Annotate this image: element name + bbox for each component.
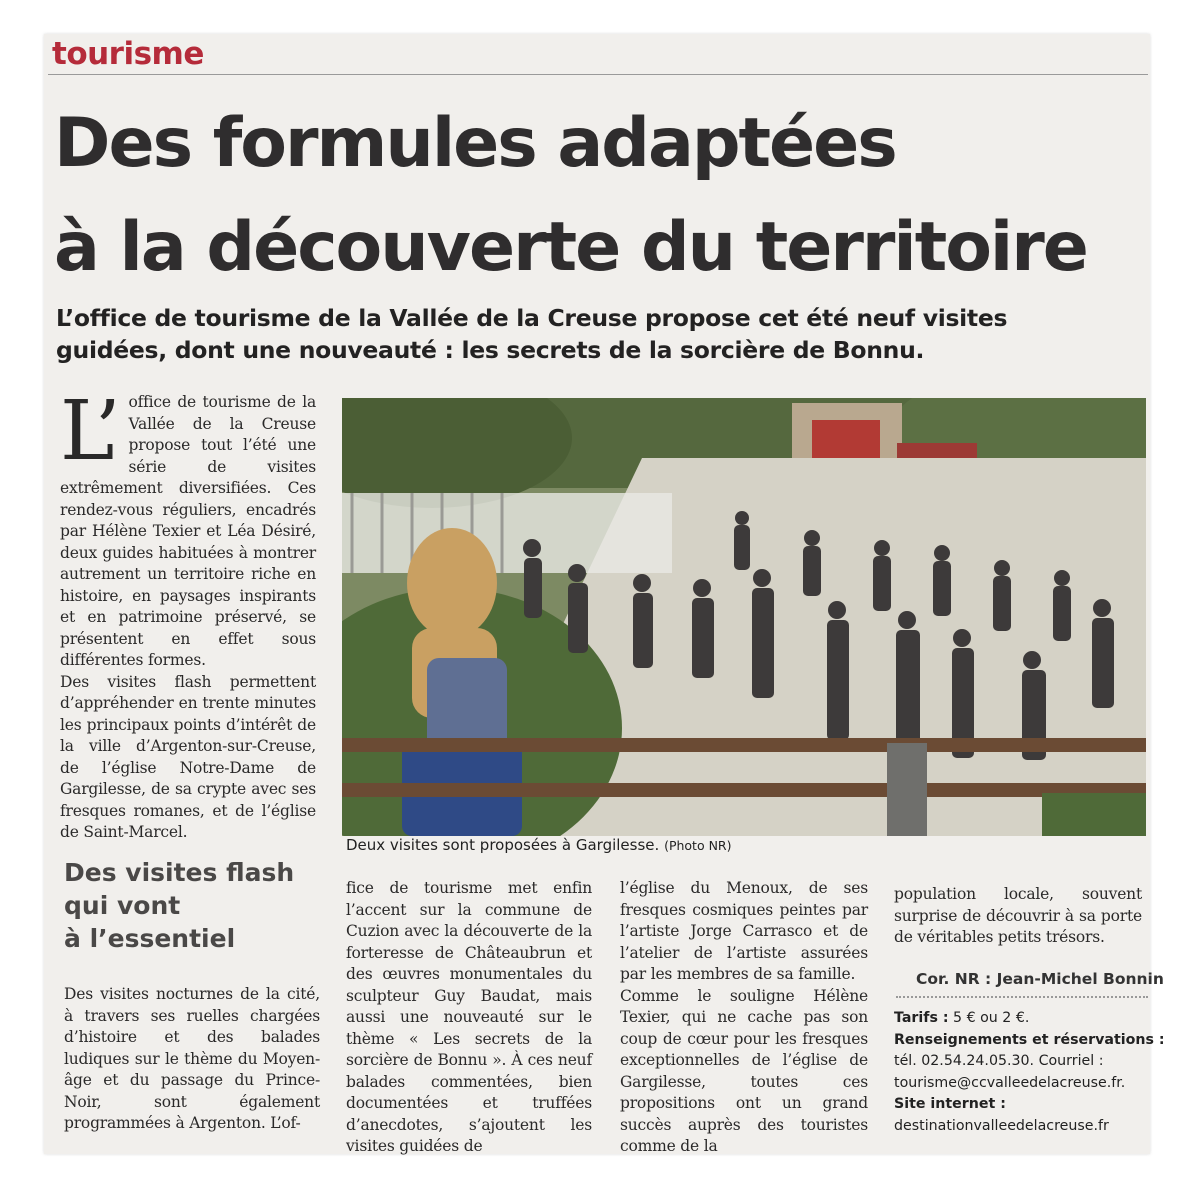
lead-paragraph: L’ office de tourisme de la Vallée de la Creuse propose tout l’été une série de visites extrêmement diversifiées. Ces rendez-vous réguliers, encadrés par Hélène Texier et Léa Désiré, deux guides habituées à montrer autrement un territoire riche en histoire, en paysages inspirants et en patrimoine préservé, se présentent en effet sous différentes formes. — [60, 384, 316, 669]
photo-illustration — [342, 398, 1146, 836]
photo-caption: Deux visites sont proposées à Gargilesse. (Photo NR) — [346, 836, 732, 854]
headline — [54, 92, 1154, 300]
headline-line-1: Des formules adaptées — [54, 104, 896, 183]
headline-line-2: à la découverte du territoire — [54, 208, 1087, 287]
article-column-1 — [60, 384, 316, 844]
paragraph-visites-flash: Des visites flash permettent d’appréhender en trente minutes les principaux points d’intérêt de la ville d’Argenton-sur-Creuse, de l’église Notre-Dame de Gargilesse, de sa crypte avec ses fresques romanes, et de l’église de Saint-Marcel. — [60, 672, 316, 841]
infobox — [894, 1008, 1165, 1137]
article-column-4: population locale, souvent surprise de découvrir à sa porte de véritables petits trésors. — [894, 885, 1142, 946]
article-column-1-bottom — [64, 984, 320, 1135]
drop-cap: L’ — [60, 384, 121, 479]
tarifs-line: Tarifs : 5 € ou 2 €. — [894, 1010, 1030, 1026]
subtitle-line-1: L’office de tourisme de la Vallée de la Creuse propose cet été neuf visites — [56, 304, 1008, 332]
intertitle: Des visites flash qui vont à l’essentiel — [64, 858, 295, 953]
article-column-3: l’église du Menoux, de ses fresques cosmiques peintes par l’artiste Jorge Carrasco et de l’atelier de l’artiste assurées par les membres de sa famille. Comme le souligne Hélène Texier, qui ne cache pas son coup de cœur pour les fresques exceptionnelles de l’église de Gargilesse, toutes ces propositions ont un grand succès auprès des touristes comme de la — [620, 879, 868, 1155]
article-column-2: fice de tourisme met enfin l’accent sur la commune de Cuzion avec la découverte de la forteresse de Châteaubrun et des œuvres monumentales du sculpteur Guy Baudat, mais aussi une nouveauté sur le thème « Les secrets de la sorcière de Bonnu ». À ces neuf balades commentées, bien documentées et truffées d’anecdotes, s’ajoutent les visites guidées de — [346, 879, 592, 1155]
reservations-label: Renseignements et réservations : — [894, 1031, 1165, 1048]
subtitle-line-2: guidées, dont une nouveauté : les secrets de la sorcière de Bonnu. — [56, 336, 925, 364]
email-line: tourisme@ccvalleedelacreuse.fr. — [894, 1074, 1126, 1091]
paragraph-nocturnes: Des visites nocturnes de la cité, à travers ses ruelles chargées d’histoire et des balades ludiques sur le thème du Moyen-âge et du passage du Prince-Noir, sont également programmées à Argenton. L’of- — [64, 985, 320, 1132]
site-line: destinationvalleedelacreuse.fr — [894, 1117, 1109, 1134]
photo-credit: (Photo NR) — [664, 838, 732, 853]
article-photo — [342, 398, 1146, 836]
rubric-divider — [48, 74, 1148, 75]
subtitle — [56, 302, 1156, 366]
byline: Cor. NR : Jean-Michel Bonnin — [916, 970, 1164, 988]
infobox-divider — [896, 996, 1148, 998]
section-rubric: tourisme — [52, 36, 204, 72]
site-label: Site internet : — [894, 1096, 1006, 1112]
phone-line: tél. 02.54.24.05.30. Courriel : — [894, 1053, 1104, 1069]
